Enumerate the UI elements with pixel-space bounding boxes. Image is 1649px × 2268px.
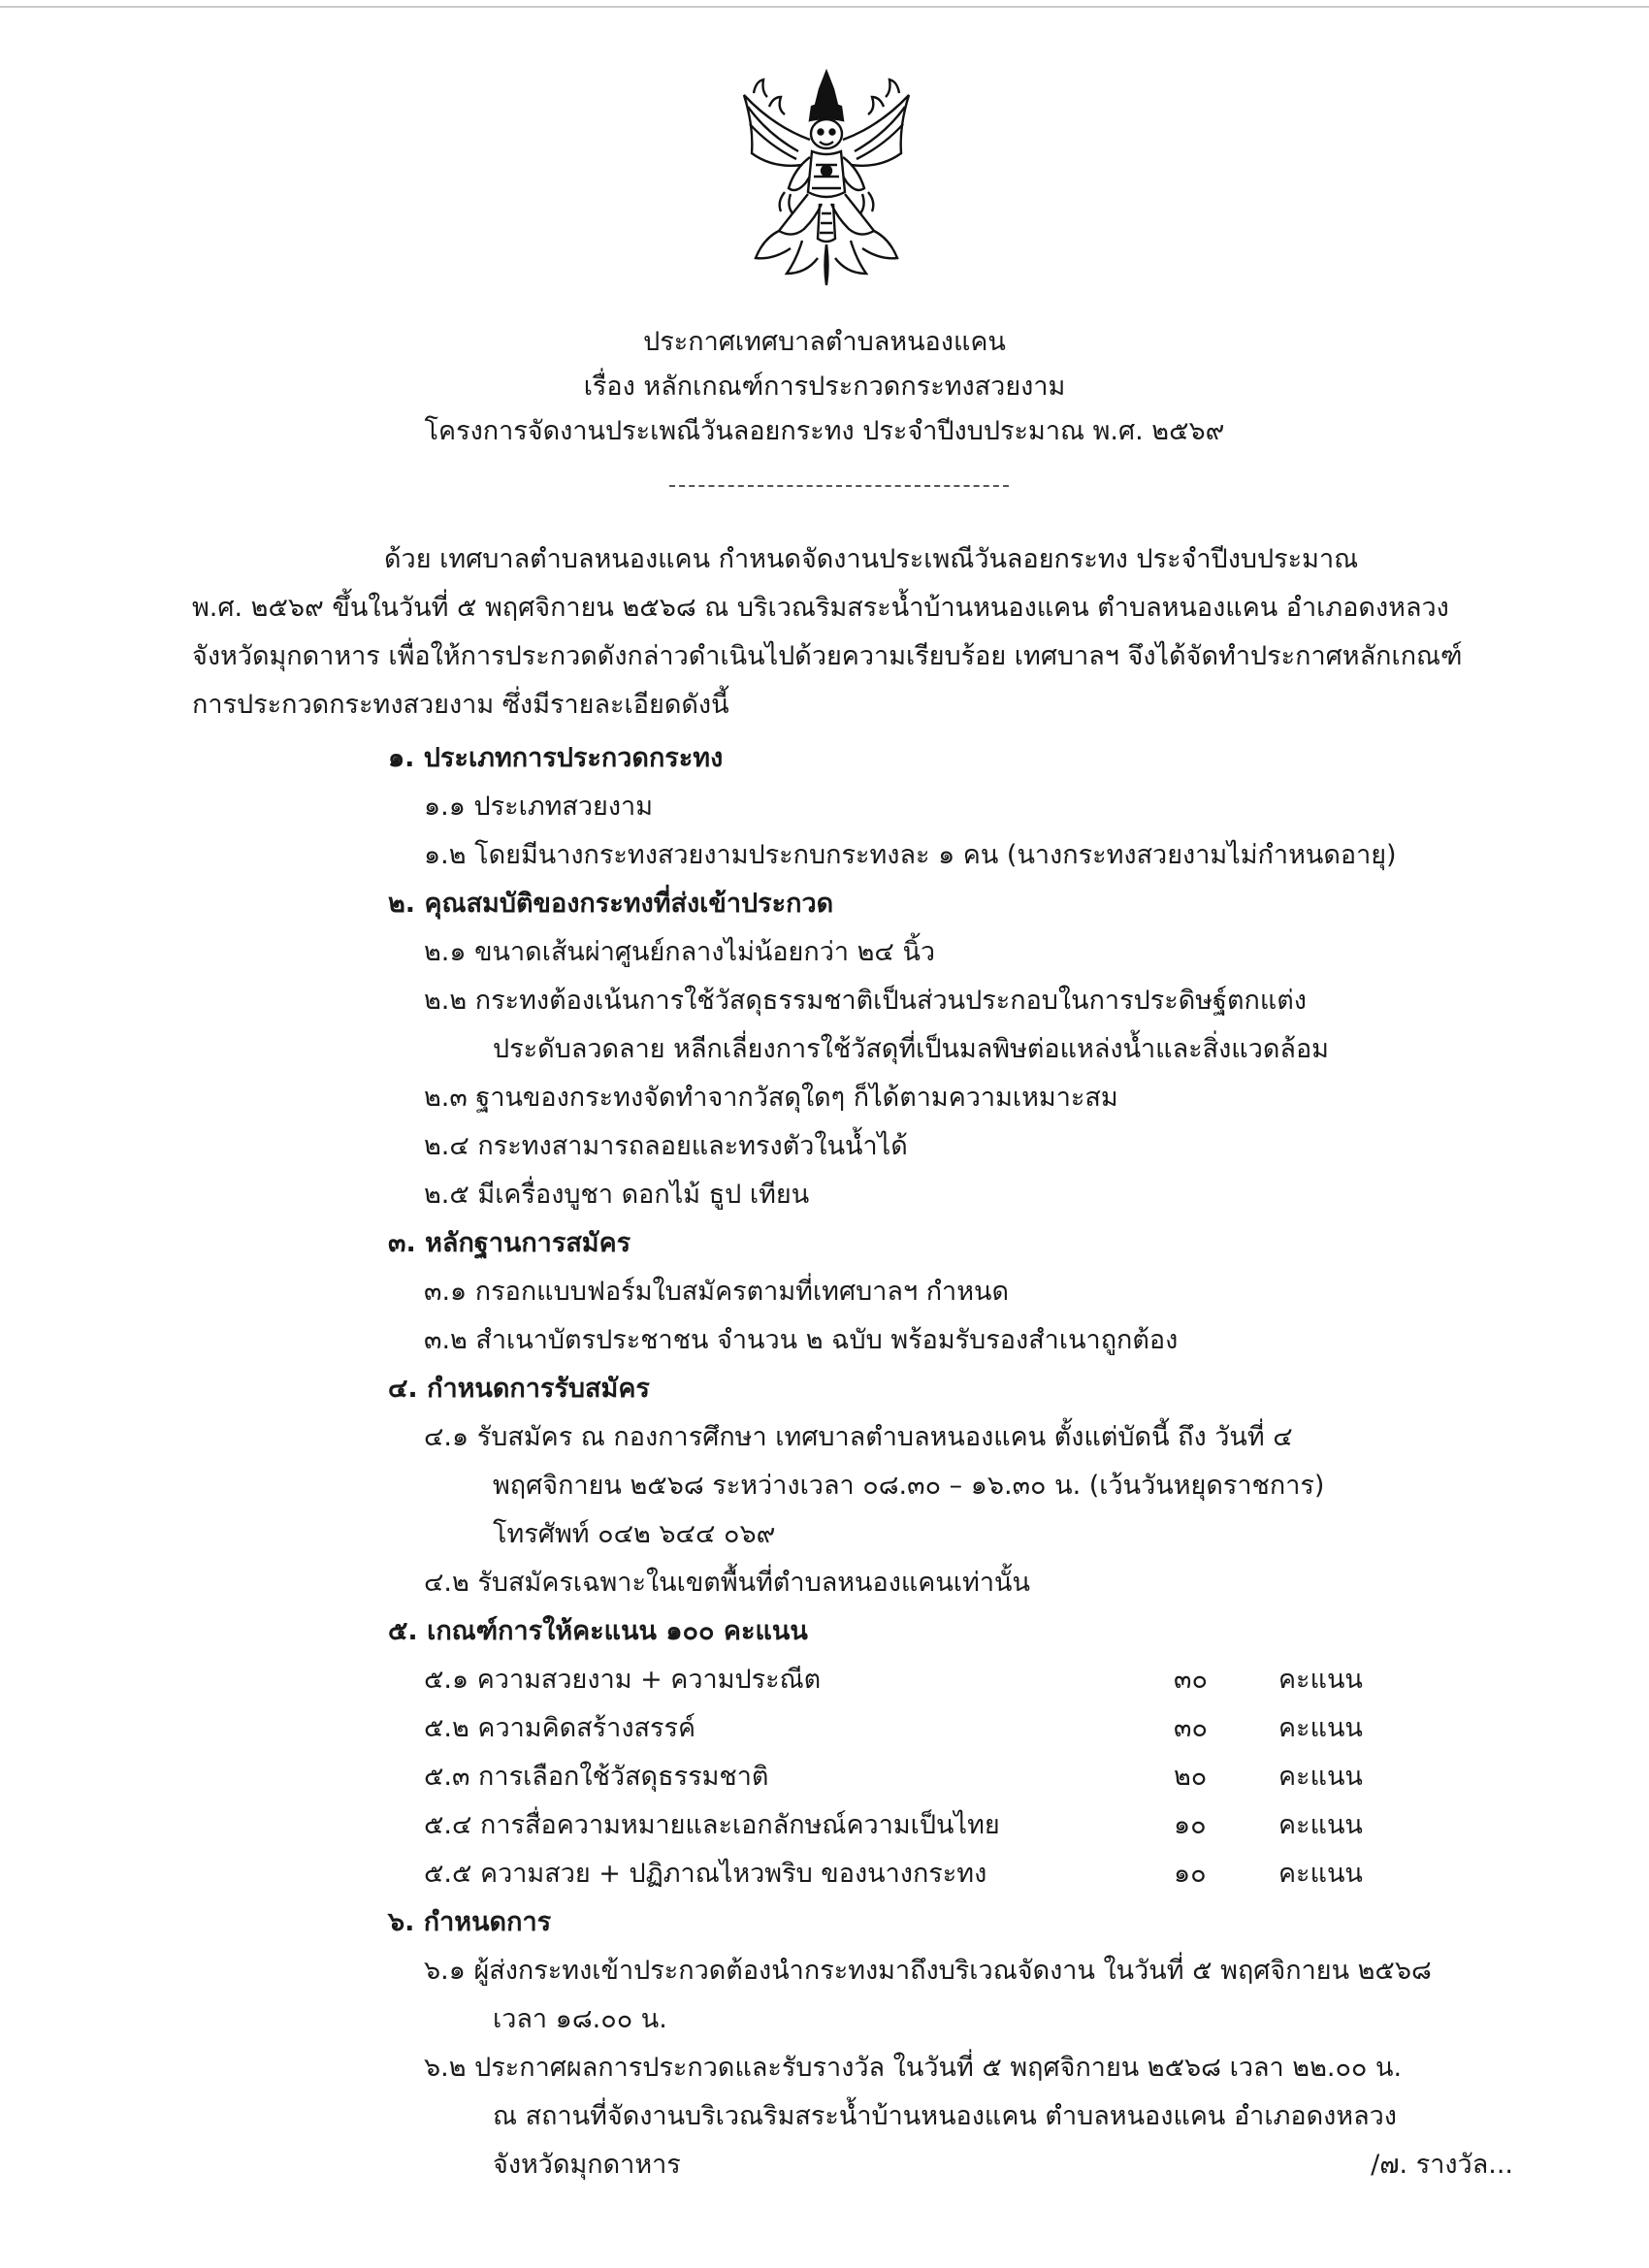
garuda-emblem-icon (734, 68, 919, 291)
section-4-heading: ๔. กำหนดการรับสมัคร (388, 1374, 650, 1404)
section-5-heading: ๕. เกณฑ์การให้คะแนน ๑๐๐ คะแนน (388, 1616, 808, 1646)
intro-line: ด้วย เทศบาลตำบลหนองแคน กำหนดจัดงานประเพณีวันลอยกระทง ประจำปีงบประมาณ (384, 544, 1359, 574)
section-6-item-2-cont: ณ สถานที่จัดงานบริเวณริมสระน้ำบ้านหนองแคน ตำบลหนองแคน อำเภอดงหลวง (493, 2101, 1397, 2131)
score-item-unit: คะแนน (1278, 1762, 1363, 1792)
intro-line: พ.ศ. ๒๕๖๙ ขึ้นในวันที่ ๕ พฤศจิกายน ๒๕๖๘ ณ บริเวณริมสระน้ำบ้านหนองแคน ตำบลหนองแคน อำเภอดงหลวง (192, 593, 1449, 623)
score-item-value: ๒๐ (1174, 1762, 1208, 1792)
header-separator (669, 485, 1009, 487)
section-4-phone: โทรศัพท์ ๐๔๒ ๖๔๔ ๐๖๙ (493, 1519, 776, 1549)
continuation-marker: /๗. รางวัล... (1371, 2150, 1513, 2180)
section-6-item-1-cont: เวลา ๑๘.๐๐ น. (493, 2004, 667, 2034)
score-item-label: ๕.๒ ความคิดสร้างสรรค์ (424, 1713, 696, 1743)
section-1-item-1: ๑.๑ ประเภทสวยงาม (424, 792, 654, 822)
section-3-item-2: ๓.๒ สำเนาบัตรประชาชน จำนวน ๒ ฉบับ พร้อมรับรองสำเนาถูกต้อง (424, 1325, 1179, 1355)
section-6-item-1: ๖.๑ ผู้ส่งกระทงเข้าประกวดต้องนำกระทงมาถึงบริเวณจัดงาน ในวันที่ ๕ พฤศจิกายน ๒๕๖๘ (424, 1956, 1432, 1986)
score-item-unit: คะแนน (1278, 1810, 1363, 1840)
section-4-item-1-cont: พฤศจิกายน ๒๕๖๘ ระหว่างเวลา ๐๘.๓๐ – ๑๖.๓๐ น. (เว้นวันหยุดราชการ) (493, 1471, 1325, 1501)
score-item-label: ๕.๓ การเลือกใช้วัสดุธรรมชาติ (424, 1762, 769, 1792)
subject-line: เรื่อง หลักเกณฑ์การประกวดกระทงสวยงาม (583, 372, 1066, 402)
section-4-item-1: ๔.๑ รับสมัคร ณ กองการศึกษา เทศบาลตำบลหนองแคน ตั้งแต่บัดนี้ ถึง วันที่ ๔ (424, 1422, 1293, 1452)
score-item-label: ๕.๔ การสื่อความหมายและเอกลักษณ์ความเป็นไทย (424, 1810, 1000, 1840)
score-item-label: ๕.๑ ความสวยงาม + ความประณีต (424, 1665, 822, 1695)
section-6-item-2-province: จังหวัดมุกดาหาร (493, 2150, 681, 2180)
section-2-heading: ๒. คุณสมบัติของกระทงที่ส่งเข้าประกวด (388, 889, 834, 919)
section-3-item-1: ๓.๑ กรอกแบบฟอร์มใบสมัครตามที่เทศบาลฯ กำหนด (424, 1277, 1009, 1307)
intro-paragraph (192, 535, 1506, 729)
section-2-item-3: ๒.๓ ฐานของกระทงจัดทำจากวัสดุใดๆ ก็ได้ตามความเหมาะสม (424, 1083, 1118, 1113)
section-4-item-2: ๔.๒ รับสมัครเฉพาะในเขตพื้นที่ตำบลหนองแคนเท่านั้น (424, 1568, 1030, 1598)
score-item-value: ๑๐ (1174, 1859, 1207, 1889)
score-item-unit: คะแนน (1278, 1665, 1363, 1695)
score-item-unit: คะแนน (1278, 1859, 1363, 1889)
project-line: โครงการจัดงานประเพณีวันลอยกระทง ประจำปีงบประมาณ พ.ศ. ๒๕๖๙ (424, 416, 1225, 446)
score-item-value: ๓๐ (1174, 1665, 1208, 1695)
scan-edge (0, 6, 1649, 8)
section-3-heading: ๓. หลักฐานการสมัคร (388, 1228, 631, 1258)
section-2-item-4: ๒.๔ กระทงสามารถลอยและทรงตัวในน้ำได้ (424, 1131, 908, 1161)
section-1-heading: ๑. ประเภทการประกวดกระทง (388, 743, 724, 773)
section-2-item-2: ๒.๒ กระทงต้องเน้นการใช้วัสดุธรรมชาติเป็นส่วนประกอบในการประดิษฐ์ตกแต่ง (424, 986, 1307, 1016)
section-2-item-2-cont: ประดับลวดลาย หลีกเลี่ยงการใช้วัสดุที่เป็นมลพิษต่อแหล่งน้ำและสิ่งแวดล้อม (493, 1034, 1329, 1064)
section-1-item-2: ๑.๒ โดยมีนางกระทงสวยงามประกบกระทงละ ๑ คน (นางกระทงสวยงามไม่กำหนดอายุ) (424, 840, 1397, 870)
intro-line: การประกวดกระทงสวยงาม ซึ่งมีรายละเอียดดังนี้ (192, 690, 729, 720)
announcement-title: ประกาศเทศบาลตำบลหนองแคน (643, 327, 1006, 357)
section-6-heading: ๖. กำหนดการ (388, 1907, 552, 1937)
section-6-item-2: ๖.๒ ประกาศผลการประกวดและรับรางวัล ในวันที่ ๕ พฤศจิกายน ๒๕๖๘ เวลา ๒๒.๐๐ น. (424, 2053, 1403, 2083)
score-item-value: ๑๐ (1174, 1810, 1207, 1840)
section-2-item-1: ๒.๑ ขนาดเส้นผ่าศูนย์กลางไม่น้อยกว่า ๒๔ นิ้ว (424, 937, 936, 967)
section-2-item-5: ๒.๕ มีเครื่องบูชา ดอกไม้ ธูป เทียน (424, 1180, 810, 1210)
score-item-unit: คะแนน (1278, 1713, 1363, 1743)
intro-line: จังหวัดมุกดาหาร เพื่อให้การประกวดดังกล่าวดำเนินไปด้วยความเรียบร้อย เทศบาลฯ จึงได้จัดทำประกาศหลักเกณฑ์ (192, 641, 1463, 671)
score-item-value: ๓๐ (1174, 1713, 1208, 1743)
score-item-label: ๕.๕ ความสวย + ปฏิภาณไหวพริบ ของนางกระทง (424, 1859, 987, 1889)
document-header (0, 320, 1649, 454)
